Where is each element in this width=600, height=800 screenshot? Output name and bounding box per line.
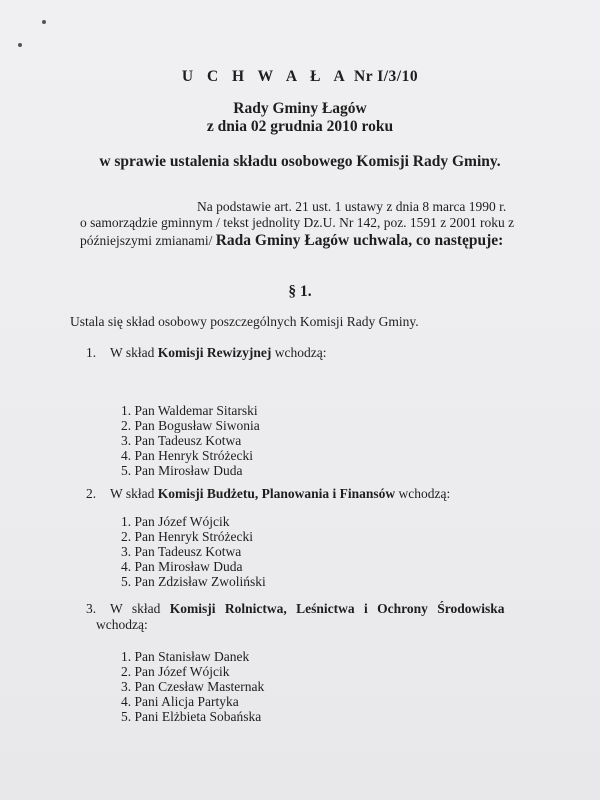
committee-name: Komisji Rewizyjnej (157, 345, 272, 360)
list-item: 3. Pan Tadeusz Kotwa (121, 544, 242, 559)
section-suffix: wchodzą: (96, 617, 148, 632)
list-item: 1. Pan Waldemar Sitarski (121, 403, 258, 418)
section-prefix: W skład (110, 486, 155, 501)
list-item: 1. Pan Stanisław Danek (121, 649, 250, 664)
section-number: 2. (86, 486, 97, 501)
list-item: 2. Pan Henryk Stróżecki (121, 529, 253, 544)
legal-basis-line-2: o samorządzie gminnym / tekst jednolity Dz.U. Nr 142, poz. 1591 z 2001 roku z (80, 215, 515, 230)
title-number: Nr I/3/10 (354, 68, 419, 85)
committee-name: Komisji Rolnictwa, Leśnictwa i Ochrony Środowiska (169, 601, 505, 616)
legal-basis-line-1: Na podstawie art. 21 ust. 1 ustawy z dnia 8 marca 1990 r. (197, 199, 507, 214)
section-prefix: W skład (110, 345, 155, 360)
list-item: 1. Pan Józef Wójcik (121, 514, 230, 529)
section-heading (86, 601, 505, 617)
list-item: 5. Pani Elżbieta Sobańska (121, 709, 262, 724)
list-item: 4. Pani Alicja Partyka (121, 694, 239, 709)
list-item: 3. Pan Czesław Masternak (121, 679, 265, 694)
legal-basis-regular: późniejszymi zmianami/ (80, 233, 213, 248)
intro-text: Ustala się skład osobowy poszczególnych Komisji Rady Gminy. (70, 314, 419, 329)
section-number: 1. (86, 345, 97, 360)
resolution-title (0, 68, 600, 86)
list-item: 5. Pan Zdzisław Zwoliński (121, 574, 266, 589)
list-item: 5. Pan Mirosław Duda (121, 463, 243, 478)
section-prefix: W skład (110, 601, 161, 616)
title-prefix: U C H W A Ł A (181, 68, 350, 85)
list-item: 4. Pan Mirosław Duda (121, 559, 243, 574)
section-number: 3. (86, 601, 97, 616)
section-heading (86, 345, 326, 361)
subject: w sprawie ustalenia składu osobowego Komisji Rady Gminy. (99, 153, 501, 170)
section-heading (86, 486, 450, 502)
section-suffix: wchodzą: (398, 486, 451, 501)
list-item: 2. Pan Bogusław Siwonia (121, 418, 260, 433)
committee-name: Komisji Budżetu, Planowania i Finansów (157, 486, 396, 501)
list-item: 2. Pan Józef Wójcik (121, 664, 230, 679)
list-item: 3. Pan Tadeusz Kotwa (121, 433, 242, 448)
scan-speck (42, 20, 46, 24)
date-line: z dnia 02 grudnia 2010 roku (206, 118, 394, 135)
paragraph-mark: § 1. (288, 283, 312, 300)
section-suffix: wchodzą: (274, 345, 327, 360)
issuer: Rady Gminy Łagów (233, 100, 367, 117)
legal-basis-line-3 (80, 232, 503, 250)
scan-speck (18, 43, 22, 47)
list-item: 4. Pan Henryk Stróżecki (121, 448, 253, 463)
legal-basis-bold: Rada Gminy Łagów uchwala, co następuje: (215, 232, 504, 249)
